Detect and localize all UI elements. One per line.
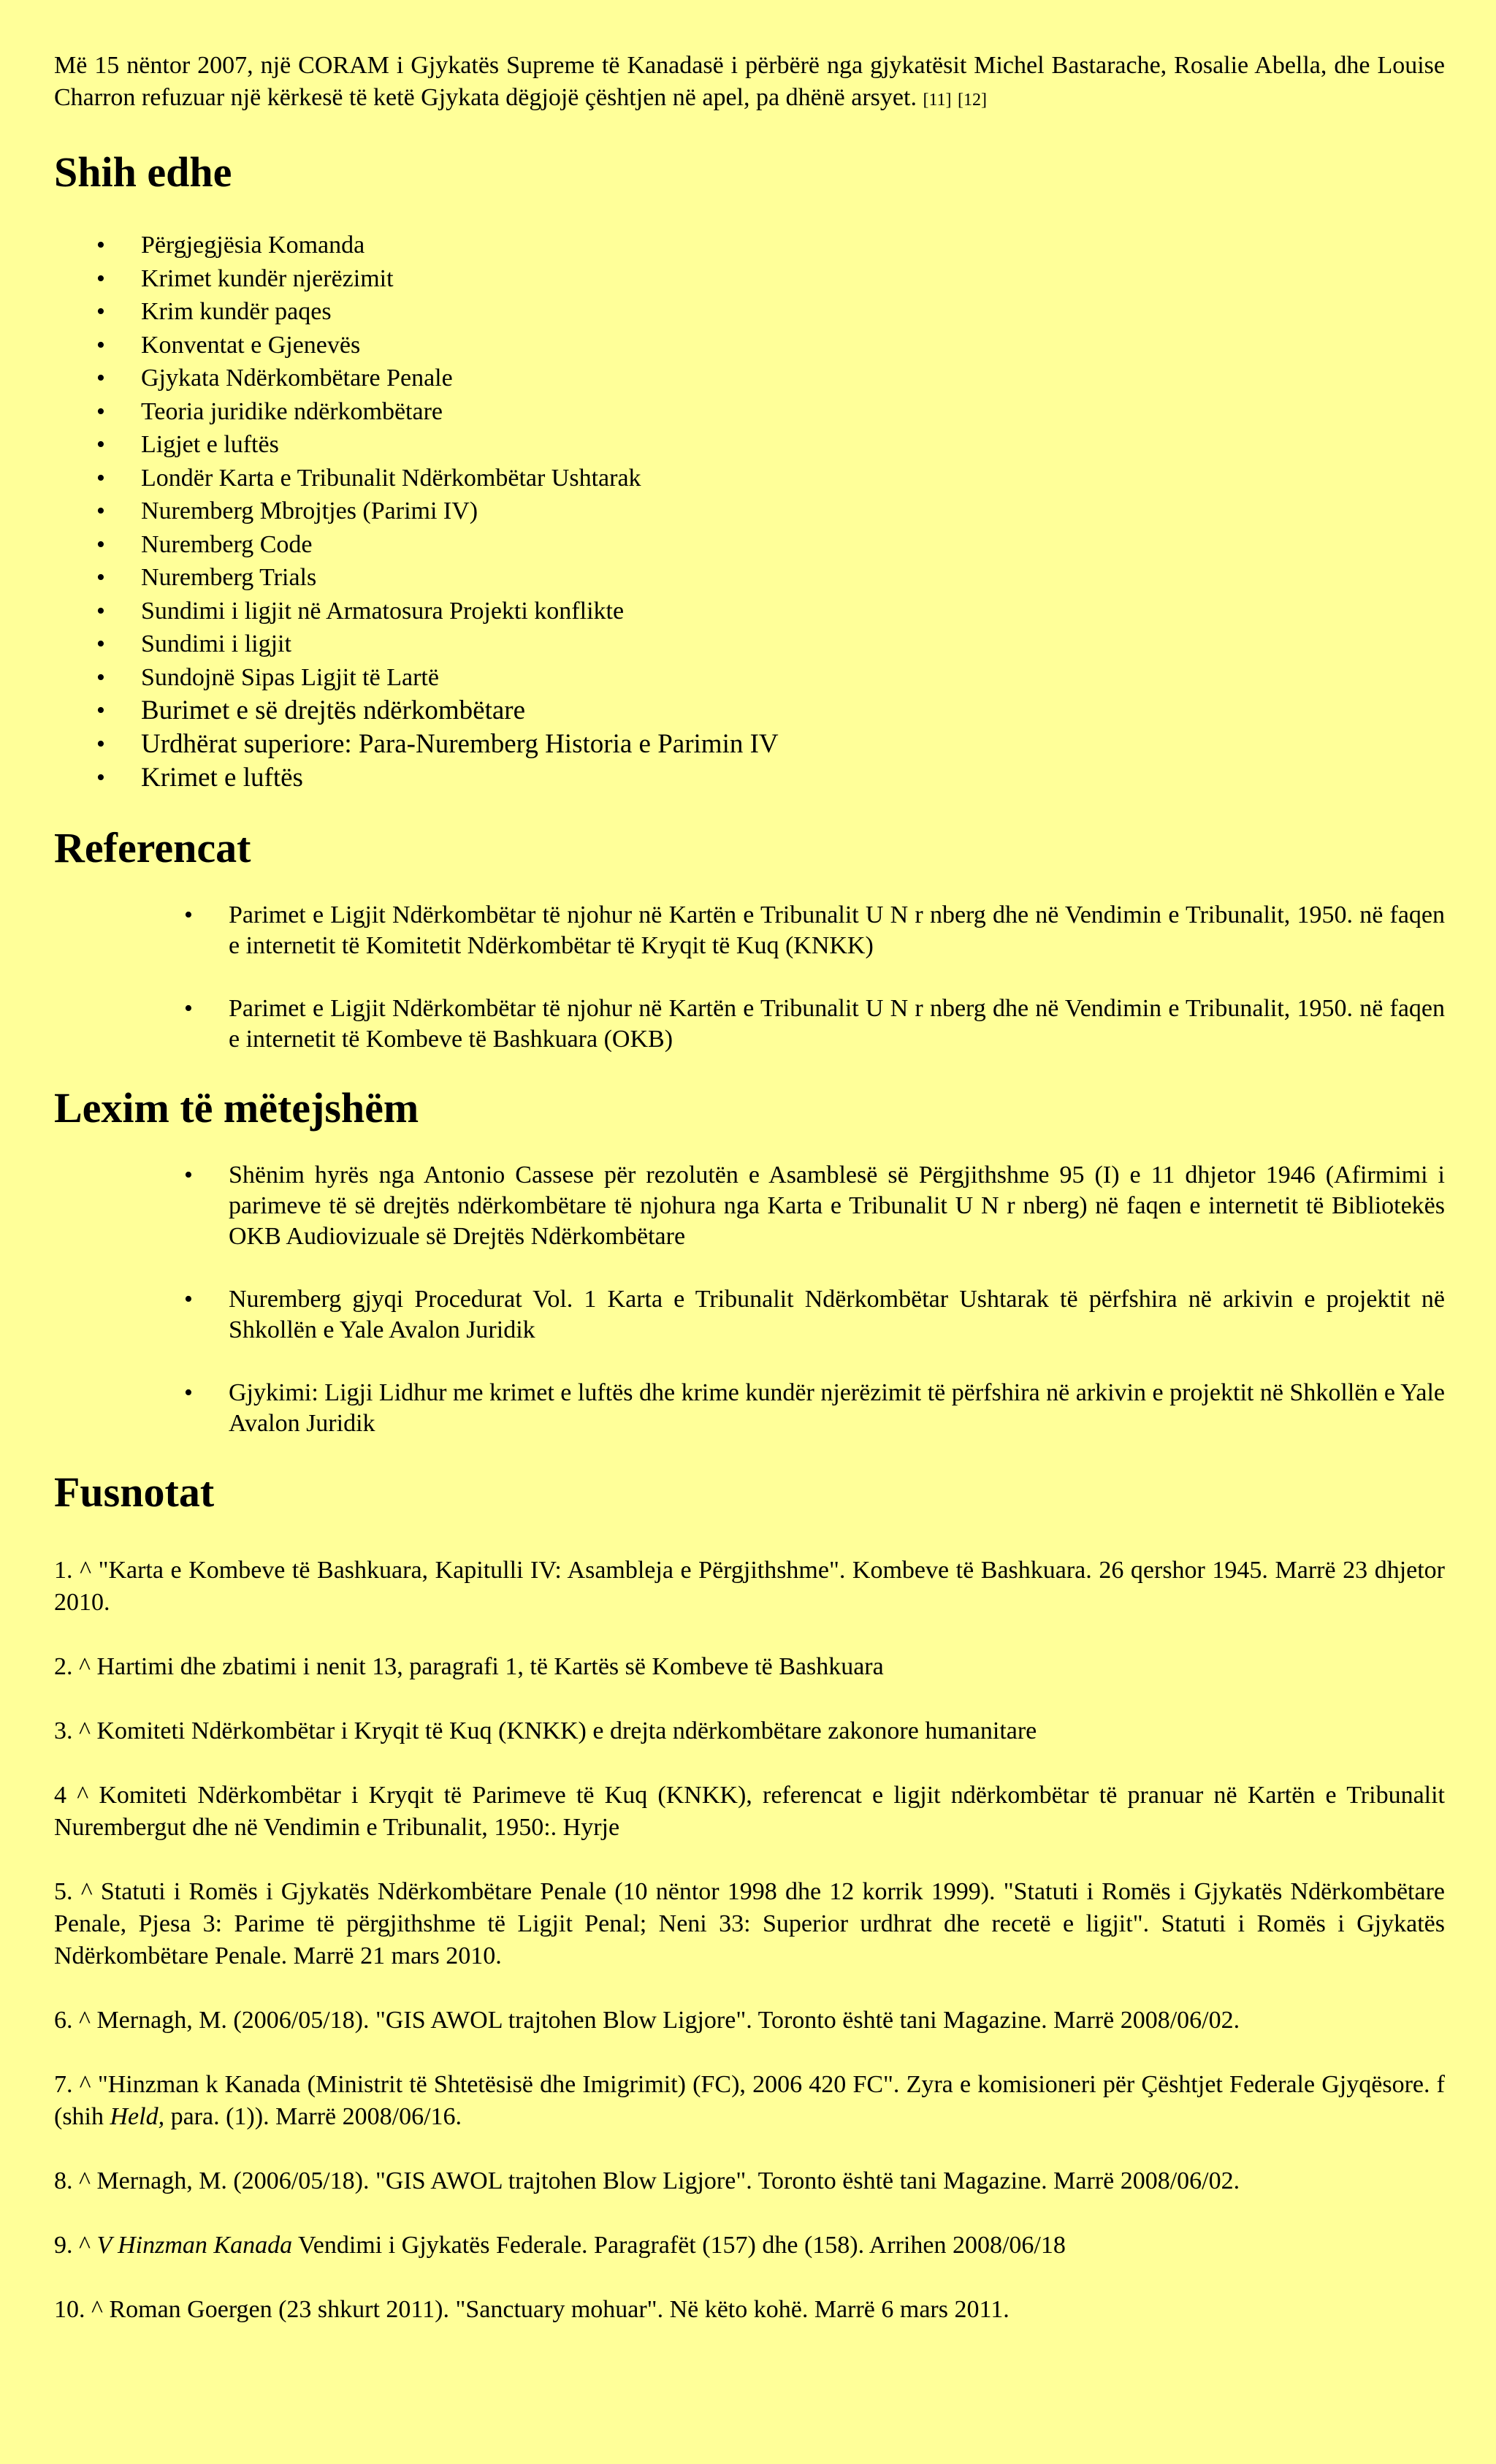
list-item[interactable]: • Nuremberg Trials: [54, 561, 1445, 595]
footnote-10: 10. ^ Roman Goergen (23 shkurt 2011). "Sanctuary mohuar". Në këto kohë. Marrë 6 mars 2011.: [54, 2296, 1010, 2323]
see-also-section: [54, 148, 1445, 795]
footnotes-section: [54, 1468, 1445, 2326]
list-item[interactable]: • Parimet e Ligjit Ndërkombëtar të njohur në Kartën e Tribunalit U N r nberg dhe në Vendimin e Tribunalit, 1950. në faqen e internetit të Komitetit Ndërkombëtar të Kryqit të Kuq (KNKK): [54, 900, 1445, 961]
footnote-9-text: 9. ^: [54, 2232, 91, 2259]
footnote-2: 2. ^ Hartimi dhe zbatimi i nenit 13, paragrafi 1, të Kartës së Kombeve të Bashkuara: [54, 1653, 884, 1680]
references-section: [54, 824, 1445, 1055]
intro-text: Më 15 nëntor 2007, një CORAM i Gjykatës Supreme të Kanadasë i përbërë nga gjykatësit Michel Bastarache, Rosalie Abella, dhe Louise Charron refuzuar një kërkesë të ketë Gjykata dëgjojë çështjen në apel, pa dhënë arsyet.: [54, 52, 1445, 111]
footnote-4: 4 ^ Komiteti Ndërkombëtar i Kryqit të Parimeve të Kuq (KNKK), referencat e ligjit ndërkombëtar të pranuar në Kartën e Tribunalit Nurembergut dhe në Vendimin e Tribunalit, 1950:. Hyrje: [54, 1782, 1445, 1841]
references-heading: Referencat: [54, 824, 251, 871]
footnote-3: 3. ^ Komiteti Ndërkombëtar i Kryqit të Kuq (KNKK) e drejta ndërkombëtare zakonore humanitare: [54, 1717, 1037, 1744]
list-item[interactable]: • Burimet e së drejtës ndërkombëtare: [54, 694, 1445, 728]
list-item[interactable]: • Urdhërat superiore: Para-Nuremberg Historia e Parimin IV: [54, 728, 1445, 761]
further-reading-section: [54, 1084, 1445, 1439]
list-item[interactable]: • Krimet e luftës: [54, 761, 1445, 795]
footnote-6: 6. ^ Mernagh, M. (2006/05/18). "GIS AWOL trajtohen Blow Ligjore". Toronto është tani Magazine. Marrë 2008/06/02.: [54, 2007, 1240, 2034]
list-item[interactable]: • Nuremberg Mbrojtjes (Parimi IV): [54, 495, 1445, 528]
footnote-7-italic: Held,: [110, 2103, 165, 2130]
list-item[interactable]: • Përgjegjësia Komanda: [54, 229, 1445, 262]
footnote-7-tail: para. (1)). Marrë 2008/06/16.: [170, 2103, 462, 2130]
list-item[interactable]: • Sundimi i ligjit: [54, 628, 1445, 661]
footnote-7-text: 7. ^ "Hinzman k Kanada (Ministrit të Shtetësisë dhe Imigrimit) (FC), 2006 420 FC". Zyra e komisioneri për Çështjet Federale Gjyqësore. f (shih: [54, 2071, 1445, 2130]
see-also-heading: Shih edhe: [54, 148, 232, 196]
footnotes-heading: Fusnotat: [54, 1468, 215, 1516]
list-item[interactable]: • Sundojnë Sipas Ligjit të Lartë: [54, 661, 1445, 695]
further-reading-heading: Lexim të mëtejshëm: [54, 1084, 419, 1132]
footnote-8: 8. ^ Mernagh, M. (2006/05/18). "GIS AWOL trajtohen Blow Ligjore". Toronto është tani Magazine. Marrë 2008/06/02.: [54, 2167, 1240, 2194]
list-item[interactable]: • Krimet kundër njerëzimit: [54, 262, 1445, 296]
list-item[interactable]: • Konventat e Gjenevës: [54, 329, 1445, 362]
footnote-7: [54, 2069, 1445, 2133]
list-item[interactable]: • Ligjet e luftës: [54, 428, 1445, 462]
list-item[interactable]: • Nuremberg Code: [54, 528, 1445, 562]
citation-link-11[interactable]: [11]: [923, 91, 952, 110]
references-list: [54, 900, 1445, 1055]
list-item[interactable]: • Nuremberg gjyqi Procedurat Vol. 1 Karta e Tribunalit Ndërkombëtar Ushtarak të përfshira në arkivin e projektit në Shkollën e Yale Avalon Juridik: [54, 1284, 1445, 1346]
see-also-list: [54, 229, 1445, 795]
list-item[interactable]: • Gjykimi: Ligji Lidhur me krimet e luftës dhe krime kundër njerëzimit të përfshira në arkivin e projektit në Shkollën e Yale Avalon Juridik: [54, 1378, 1445, 1439]
footnote-1: 1. ^ "Karta e Kombeve të Bashkuara, Kapitulli IV: Asambleja e Përgjithshme". Kombeve të Bashkuara. 26 qershor 1945. Marrë 23 dhjetor 2010.: [54, 1557, 1445, 1616]
footnote-9-italic: V Hinzman Kanada: [96, 2232, 293, 2259]
list-item[interactable]: • Parimet e Ligjit Ndërkombëtar të njohur në Kartën e Tribunalit U N r nberg dhe në Vendimin e Tribunalit, 1950. në faqen e internetit të Kombeve të Bashkuara (OKB): [54, 993, 1445, 1055]
list-item[interactable]: • Sundimi i ligjit në Armatosura Projekti konflikte: [54, 595, 1445, 628]
list-item[interactable]: • Londër Karta e Tribunalit Ndërkombëtar Ushtarak: [54, 462, 1445, 495]
further-reading-list: [54, 1160, 1445, 1439]
footnote-5: 5. ^ Statuti i Romës i Gjykatës Ndërkombëtare Penale (10 nëntor 1998 dhe 12 korrik 1999). "Statuti i Romës i Gjykatës Ndërkombëtare Penale, Pjesa 3: Parime të përgjithshme të Ligjit Penal; Neni 33: Superior urdhrat dhe recetë e ligjit". Statuti i Romës i Gjykatës Ndërkombëtare Penale. Marrë 21 mars 2010.: [54, 1878, 1445, 1969]
footnote-9-tail: Vendimi i Gjykatës Federale. Paragrafët (157) dhe (158). Arrihen 2008/06/18: [297, 2232, 1066, 2259]
intro-paragraph: [54, 50, 1445, 116]
list-item[interactable]: • Gjykata Ndërkombëtare Penale: [54, 362, 1445, 395]
list-item[interactable]: • Shënim hyrës nga Antonio Cassese për rezolutën e Asamblesë së Përgjithshme 95 (I) e 11 dhjetor 1946 (Afirmimi i parimeve të së drejtës ndërkombëtare të njohura nga Karta e Tribunalit U N r nberg) në faqen e internetit të Bibliotekës OKB Audiovizuale së Drejtës Ndërkombëtare: [54, 1160, 1445, 1252]
list-item[interactable]: • Krim kundër paqes: [54, 295, 1445, 329]
footnote-9: [54, 2230, 1445, 2262]
citation-link-12[interactable]: [12]: [958, 91, 988, 110]
list-item[interactable]: • Teoria juridike ndërkombëtare: [54, 395, 1445, 429]
